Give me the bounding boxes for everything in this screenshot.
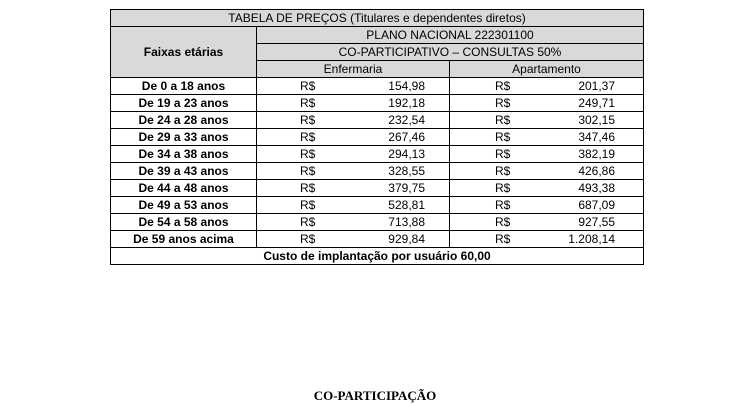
- currency-symbol: R$: [495, 113, 511, 127]
- price-value: 347,46: [578, 130, 616, 144]
- currency-symbol: R$: [300, 215, 316, 229]
- enfermaria-price: [257, 197, 450, 214]
- currency-symbol: R$: [495, 130, 511, 144]
- price-value: 687,09: [578, 198, 616, 212]
- currency-symbol: R$: [300, 232, 316, 246]
- apartamento-price: [450, 214, 644, 231]
- column-header-enfermaria: Enfermaria: [257, 61, 450, 78]
- table-row: [111, 78, 644, 95]
- age-range-header: Faixas etárias: [111, 27, 257, 78]
- table-row: [111, 95, 644, 112]
- table-row: [111, 180, 644, 197]
- age-range: De 29 a 33 anos: [111, 129, 257, 146]
- currency-symbol: R$: [495, 79, 511, 93]
- currency-symbol: R$: [300, 96, 316, 110]
- apartamento-price: [450, 129, 644, 146]
- enfermaria-price: [257, 95, 450, 112]
- price-value: 1.208,14: [568, 232, 616, 246]
- currency-symbol: R$: [495, 96, 511, 110]
- price-value: 302,15: [578, 113, 616, 127]
- section-title: CO-PARTICIPAÇÃO: [313, 388, 437, 403]
- price-value: 294,13: [388, 147, 425, 161]
- age-range: De 34 a 38 anos: [111, 146, 257, 163]
- currency-symbol: R$: [495, 147, 511, 161]
- enfermaria-price: [257, 112, 450, 129]
- implantation-cost-row: [111, 248, 644, 265]
- enfermaria-price: [257, 163, 450, 180]
- enfermaria-price: [257, 214, 450, 231]
- currency-symbol: R$: [495, 232, 511, 246]
- currency-symbol: R$: [300, 130, 316, 144]
- price-value: 154,98: [388, 79, 425, 93]
- price-value: 379,75: [388, 181, 425, 195]
- currency-symbol: R$: [300, 147, 316, 161]
- age-range: De 59 anos acima: [111, 231, 257, 248]
- apartamento-price: [450, 231, 644, 248]
- plan-name: PLANO NACIONAL 222301100: [257, 27, 644, 44]
- apartamento-price: [450, 95, 644, 112]
- currency-symbol: R$: [300, 181, 316, 195]
- apartamento-price: [450, 163, 644, 180]
- age-range: De 54 a 58 anos: [111, 214, 257, 231]
- apartamento-price: [450, 78, 644, 95]
- enfermaria-price: [257, 78, 450, 95]
- age-range: De 44 a 48 anos: [111, 180, 257, 197]
- price-value: 528,81: [388, 198, 425, 212]
- price-table: [110, 9, 644, 265]
- enfermaria-price: [257, 231, 450, 248]
- apartamento-price: [450, 146, 644, 163]
- column-header-apartamento: Apartamento: [450, 61, 644, 78]
- price-value: 713,88: [388, 215, 425, 229]
- table-row: [111, 214, 644, 231]
- currency-symbol: R$: [300, 79, 316, 93]
- age-range: De 19 a 23 anos: [111, 95, 257, 112]
- implantation-cost: Custo de implantação por usuário 60,00: [111, 248, 644, 265]
- enfermaria-price: [257, 180, 450, 197]
- price-value: 929,84: [388, 232, 425, 246]
- price-value: 267,46: [388, 130, 425, 144]
- table-title: TABELA DE PREÇOS (Titulares e dependentes diretos): [111, 10, 644, 27]
- price-value: 493,38: [578, 181, 616, 195]
- enfermaria-price: [257, 146, 450, 163]
- table-row: [111, 231, 644, 248]
- table-row: [111, 146, 644, 163]
- age-range: De 49 a 53 anos: [111, 197, 257, 214]
- age-range: De 24 a 28 anos: [111, 112, 257, 129]
- currency-symbol: R$: [300, 113, 316, 127]
- coparticipation-label: CO-PARTICIPATIVO – CONSULTAS 50%: [257, 44, 644, 61]
- apartamento-price: [450, 180, 644, 197]
- table-row: [111, 197, 644, 214]
- currency-symbol: R$: [495, 164, 511, 178]
- apartamento-price: [450, 112, 644, 129]
- price-value: 927,55: [578, 215, 616, 229]
- price-value: 382,19: [578, 147, 616, 161]
- table-row: [111, 163, 644, 180]
- plan-row: [111, 27, 644, 44]
- age-range: De 39 a 43 anos: [111, 163, 257, 180]
- enfermaria-price: [257, 129, 450, 146]
- currency-symbol: R$: [495, 198, 511, 212]
- apartamento-price: [450, 197, 644, 214]
- currency-symbol: R$: [495, 181, 511, 195]
- price-value: 232,54: [388, 113, 425, 127]
- table-row: [111, 129, 644, 146]
- price-value: 249,71: [578, 96, 616, 110]
- price-value: 192,18: [388, 96, 425, 110]
- table-title-row: [111, 10, 644, 27]
- currency-symbol: R$: [300, 164, 316, 178]
- age-range: De 0 a 18 anos: [111, 78, 257, 95]
- table-row: [111, 112, 644, 129]
- currency-symbol: R$: [300, 198, 316, 212]
- price-value: 201,37: [578, 79, 616, 93]
- price-value: 328,55: [388, 164, 425, 178]
- price-value: 426,86: [578, 164, 616, 178]
- currency-symbol: R$: [495, 215, 511, 229]
